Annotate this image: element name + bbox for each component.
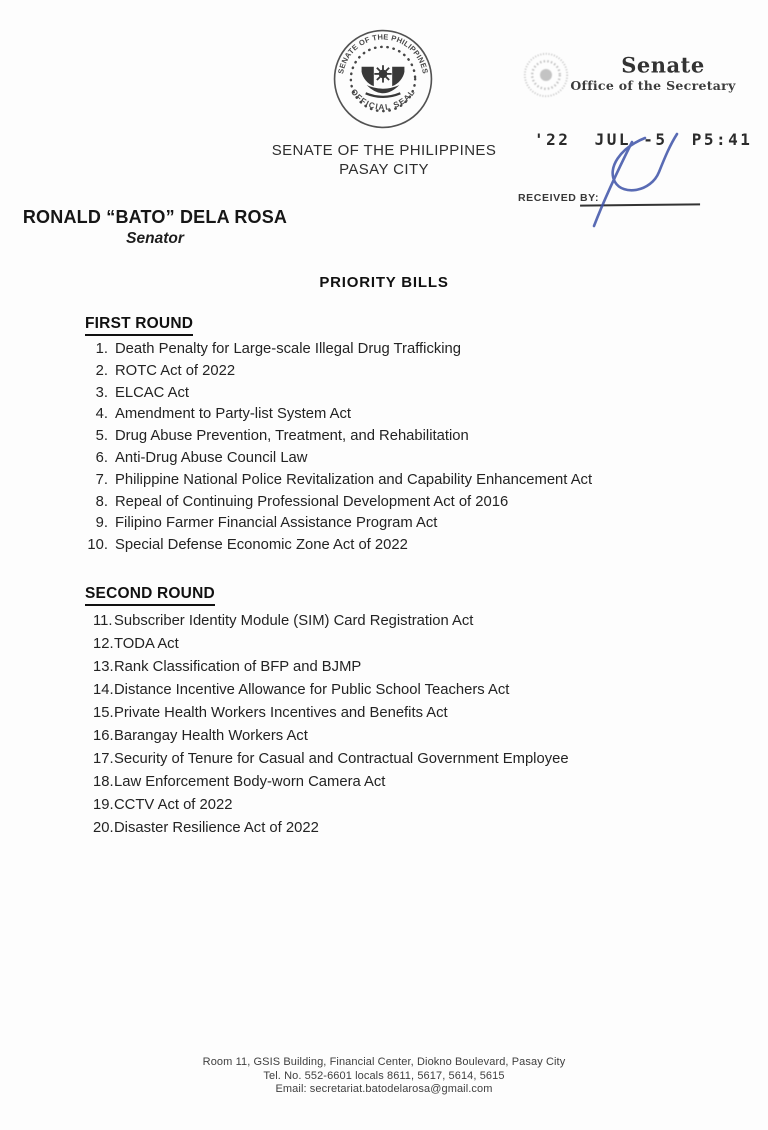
received-by-label: RECEIVED BY: xyxy=(518,192,600,204)
bill-item xyxy=(82,426,592,448)
bill-item xyxy=(82,470,592,492)
bill-text: Amendment to Party-list System Act xyxy=(115,406,352,423)
bill-text: Repeal of Continuing Professional Development Act of 2016 xyxy=(115,493,509,510)
sender-block xyxy=(18,207,292,248)
bill-item xyxy=(82,448,592,470)
bill-text: Distance Incentive Allowance for Public School Teachers Act xyxy=(114,682,510,698)
document-title: PRIORITY BILLS xyxy=(319,274,449,291)
bill-item xyxy=(82,513,592,535)
bill-number: 7. xyxy=(95,471,108,488)
bill-number: 3. xyxy=(95,384,108,401)
bill-text: Security of Tenure for Casual and Contractual Government Employee xyxy=(114,751,569,767)
bill-number: 2. xyxy=(95,362,108,379)
org-name: SENATE OF THE PHILIPPINES xyxy=(271,142,497,159)
bill-number: 9. xyxy=(95,515,108,532)
bill-text: Filipino Farmer Financial Assistance Program Act xyxy=(115,515,438,532)
bill-number: 12. xyxy=(93,636,114,652)
bill-item xyxy=(93,771,569,794)
bill-text: Special Defense Economic Zone Act of 2022 xyxy=(115,537,408,554)
bill-item xyxy=(93,656,569,679)
sender-name: RONALD “BATO” DELA ROSA xyxy=(22,207,288,227)
section-heading-first-round: FIRST ROUND xyxy=(85,315,193,336)
bill-item xyxy=(93,794,569,817)
bill-text: Philippine National Police Revitalization and Capability Enhancement Act xyxy=(115,471,593,488)
bill-number: 4. xyxy=(95,406,108,423)
footer-contact-block xyxy=(0,1056,768,1097)
org-city: PASAY CITY xyxy=(339,161,429,178)
bill-number: 18. xyxy=(93,774,114,790)
bill-item xyxy=(93,633,569,656)
bill-text: Private Health Workers Incentives and Benefits Act xyxy=(114,705,448,721)
bill-item xyxy=(82,535,592,557)
first-round-list xyxy=(82,339,592,557)
bill-item xyxy=(93,610,569,633)
date-received-stamp: '22 JUL -5 P5:41 xyxy=(534,130,753,149)
bill-number: 16. xyxy=(93,728,114,744)
bill-text: Subscriber Identity Module (SIM) Card Registration Act xyxy=(114,613,474,629)
bill-number: 8. xyxy=(95,493,108,510)
bill-item xyxy=(93,679,569,702)
bill-item xyxy=(82,404,592,426)
receiver-signature xyxy=(560,126,710,234)
sender-title: Senator xyxy=(126,230,184,247)
bill-number: 1. xyxy=(95,341,108,357)
bill-number: 17. xyxy=(93,751,114,767)
bill-text: Drug Abuse Prevention, Treatment, and Rehabilitation xyxy=(115,428,469,445)
stamp-office-text: Office of the Secretary xyxy=(570,78,736,93)
bill-item xyxy=(93,748,569,771)
bill-text: ROTC Act of 2022 xyxy=(115,362,236,379)
bill-number: 14. xyxy=(93,682,114,698)
stamp-senate-text: Senate xyxy=(621,51,705,78)
bill-number: 11. xyxy=(93,613,113,629)
bill-number: 15. xyxy=(93,705,114,721)
senate-official-seal-icon xyxy=(332,28,434,130)
bill-text: Disaster Resilience Act of 2022 xyxy=(114,820,319,836)
bill-text: ELCAC Act xyxy=(115,384,190,401)
bill-number: 6. xyxy=(95,449,108,466)
bill-text: Anti-Drug Abuse Council Law xyxy=(115,449,308,466)
bill-number: 10. xyxy=(87,537,108,554)
bill-item xyxy=(82,383,592,405)
seal-top-text: SENATE OF THE PHILIPPINES xyxy=(336,32,430,75)
seal-emblem xyxy=(362,65,405,97)
bill-text: Barangay Health Workers Act xyxy=(114,728,308,744)
second-round-list xyxy=(93,610,569,840)
seal-bottom-text: OFFICIAL SEAL xyxy=(348,87,418,112)
bill-item xyxy=(93,817,569,840)
bill-text: Rank Classification of BFP and BJMP xyxy=(114,659,362,675)
bill-text: Law Enforcement Body-worn Camera Act xyxy=(114,774,386,790)
bill-number: 5. xyxy=(95,428,108,445)
footer-telephone: Tel. No. 552-6601 locals 8611, 5617, 5614, 5615 xyxy=(263,1069,505,1082)
footer-email: Email: secretariat.batodelarosa@gmail.com xyxy=(275,1083,493,1095)
bill-text: TODA Act xyxy=(114,636,179,652)
bill-number: 19. xyxy=(93,797,114,813)
bill-item xyxy=(82,339,592,361)
footer-address: Room 11, GSIS Building, Financial Center, Diokno Boulevard, Pasay City xyxy=(202,1056,566,1068)
section-heading-second-round: SECOND ROUND xyxy=(85,585,215,606)
bill-number: 13. xyxy=(93,659,114,675)
bill-item xyxy=(82,492,592,514)
bill-item xyxy=(82,361,592,383)
bill-text: Death Penalty for Large-scale Illegal Drug Trafficking xyxy=(115,341,461,357)
bill-text: CCTV Act of 2022 xyxy=(114,797,233,813)
bill-item xyxy=(93,702,569,725)
bill-item xyxy=(93,725,569,748)
bill-number: 20. xyxy=(93,820,114,836)
